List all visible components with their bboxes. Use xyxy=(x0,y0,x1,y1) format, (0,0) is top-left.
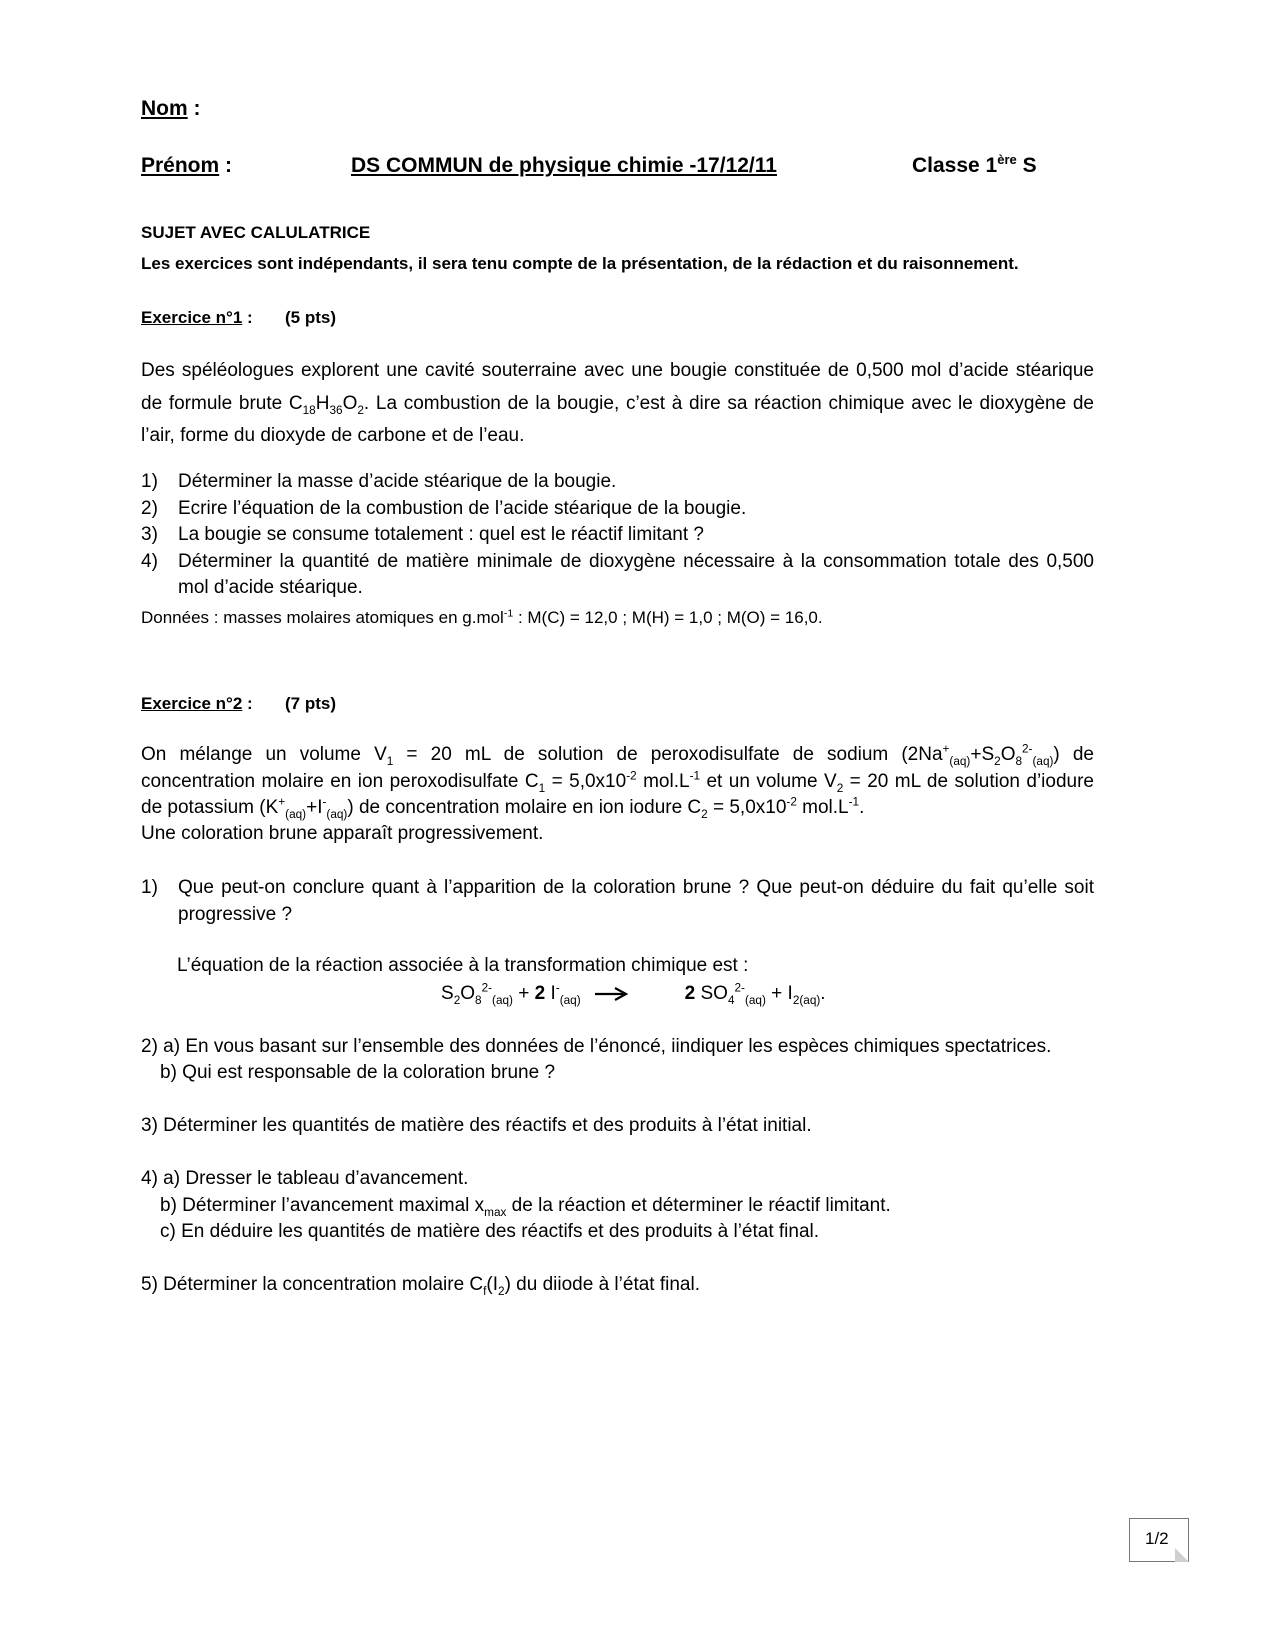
list-item: 1) Déterminer la masse d’acide stéarique de la bougie. xyxy=(141,471,617,492)
ex1-statement: Des spéléologues explorent une cavité souterraine avec une bougie constituée de 0,500 mol d’acide stéarique de formule brute $C_{18}H_{36}O_2$. La combustion de la bougie, c’est à dire sa réaction chimique avec le dioxygène de l’air, forme du dioxyde de carbone et de l’eau. xyxy=(141,360,1094,446)
equation-intro: L’équation de la réaction associée à la transformation chimique est : xyxy=(177,955,749,976)
ex1-points: (5 pts) xyxy=(285,308,336,327)
reaction-equation: $S_2O_8^{2-}_{(aq)} + 2$ $I^-_{(aq)}$ 2 $SO_4^{2-}_{(aq)} + I_{2(aq)}$. xyxy=(441,981,826,1007)
nom-label: Nom : xyxy=(141,97,201,120)
ex2-q5: 5) Déterminer la concentration molaire $C_f(I_2)$ du diiode à l’état final. xyxy=(141,1274,700,1298)
calculator-notice: SUJET AVEC CALULATRICE xyxy=(141,223,371,242)
page-title: DS COMMUN de physique chimie -17/12/11 xyxy=(351,154,777,177)
ex2-heading: Exercice n°2 : xyxy=(141,694,253,713)
page-number: 1/2 xyxy=(1145,1529,1169,1548)
page-fold-icon xyxy=(1175,1548,1189,1562)
page-number-box xyxy=(1129,1518,1189,1562)
ex1-heading: Exercice n°1 : xyxy=(141,308,253,327)
ex1-questions xyxy=(141,469,1094,602)
prenom-label: Prénom : xyxy=(141,154,233,177)
ex2-statement: On mélange un volume $V_1 = 20$ mL de solution de peroxodisulfate de sodium $(2Na^+_{(aq)}+S_2O_8^{2-}_{(aq)})$ de concentration molaire en ion peroxodisulfate $C_1 = 5,0x10^{-2}$ $mol.L^{-1}$ et un volume $V_2 = 20$ mL de solution d’iodure de potassium $(K^+_{(aq)}+I^-_{(aq)})$ de concentration molaire en ion iodure $C_2 = 5,0x10^{-2}$ $mol.L^{-1}$. xyxy=(141,742,1094,821)
ex2-points: (7 pts) xyxy=(285,694,336,713)
reaction-arrow-icon xyxy=(593,986,629,1002)
classe-label: Classe 1ère S xyxy=(912,152,1037,177)
ex2-q1: 1) Que peut-on conclure quant à l’apparition de la coloration brune ? Que peut-on déduire du fait qu’elle soit progressive ? xyxy=(141,877,1094,925)
ex2-q4b: b) Déterminer l’avancement maximal $x_{max}$ de la réaction et déterminer le réactif limitant. xyxy=(160,1195,891,1219)
list-item: 3) La bougie se consume totalement : quel est le réactif limitant ? xyxy=(141,524,704,545)
ex2-q4a: 4) a) Dresser le tableau d’avancement. xyxy=(141,1168,469,1189)
ex2-q2a: 2) a) En vous basant sur l’ensemble des données de l’énoncé, iindiquer les espèces chimiques spectatrices. xyxy=(141,1036,1052,1057)
ex2-coloration: Une coloration brune apparaît progressivement. xyxy=(141,823,544,844)
ex2-q4c: c) En déduire les quantités de matière des réactifs et des produits à l’état final. xyxy=(160,1221,820,1242)
ex2-q2b: b) Qui est responsable de la coloration brune ? xyxy=(160,1062,556,1083)
ex2-q3: 3) Déterminer les quantités de matière des réactifs et des produits à l’état initial. xyxy=(141,1115,812,1136)
list-item: 2) Ecrire l’équation de la combustion de l’acide stéarique de la bougie. xyxy=(141,497,747,519)
list-item: 4) Déterminer la quantité de matière minimale de dioxygène nécessaire à la consommation totale des 0,500 mol d’acide stéarique. xyxy=(141,550,1094,598)
ex1-data: Données : masses molaires atomiques en g.mol$^{-1}$ : M(C) = 12,0 ; M(H) = 1,0 ; M(O) = 16,0. xyxy=(141,607,823,627)
rules-notice: Les exercices sont indépendants, il sera tenu compte de la présentation, de la rédaction et du raisonnement. xyxy=(141,254,1019,273)
